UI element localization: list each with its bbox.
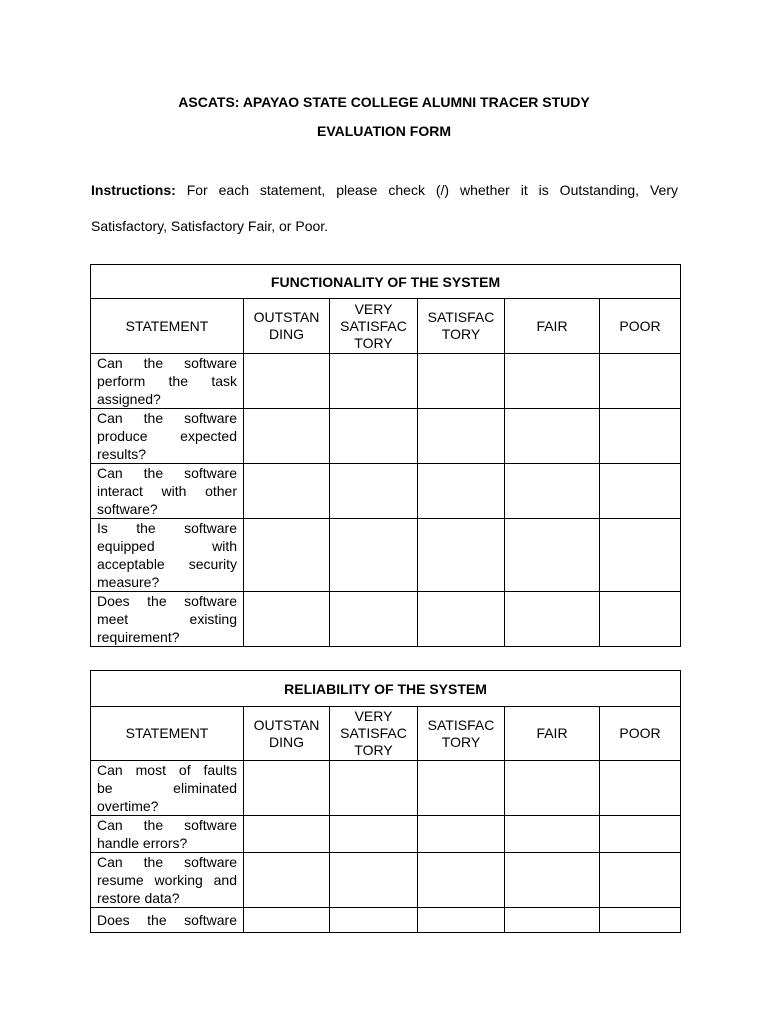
rating-fair-checkbox[interactable] xyxy=(505,853,600,908)
rating-satisfactory-checkbox[interactable] xyxy=(418,761,505,816)
col-outstanding: OUTSTAN DING xyxy=(244,299,330,354)
rating-satisfactory-checkbox[interactable] xyxy=(418,464,505,519)
rating-fair-checkbox[interactable] xyxy=(505,816,600,853)
document-subtitle: EVALUATION FORM xyxy=(316,123,452,139)
table-row xyxy=(91,409,681,464)
instructions-text-1: For each statement, please check (/) whether it is Outstanding, Very xyxy=(186,182,678,198)
rating-very-satisfactory-checkbox[interactable] xyxy=(330,354,418,409)
rating-outstanding-checkbox[interactable] xyxy=(244,354,330,409)
reliability-header-row xyxy=(91,707,681,761)
rating-outstanding-checkbox[interactable] xyxy=(244,816,330,853)
col-statement: STATEMENT xyxy=(91,707,244,761)
table-row xyxy=(91,761,681,816)
table-row xyxy=(91,519,681,592)
rating-outstanding-checkbox[interactable] xyxy=(244,853,330,908)
rating-satisfactory-checkbox[interactable] xyxy=(418,592,505,647)
rating-fair-checkbox[interactable] xyxy=(505,908,600,933)
rating-outstanding-checkbox[interactable] xyxy=(244,464,330,519)
rating-very-satisfactory-checkbox[interactable] xyxy=(330,592,418,647)
col-satisfactory: SATISFAC TORY xyxy=(418,299,505,354)
col-satisfactory: SATISFAC TORY xyxy=(418,707,505,761)
table-row xyxy=(91,853,681,908)
instructions-line-1 xyxy=(91,182,678,198)
table-row xyxy=(91,592,681,647)
functionality-section-title: FUNCTIONALITY OF THE SYSTEM xyxy=(91,265,681,299)
reliability-section-title: RELIABILITY OF THE SYSTEM xyxy=(91,671,681,707)
col-fair: FAIR xyxy=(505,707,600,761)
col-outstanding: OUTSTAN DING xyxy=(244,707,330,761)
statement-cell: Does the software xyxy=(91,908,244,933)
col-very-satisfactory: VERY SATISFAC TORY xyxy=(330,299,418,354)
document-title: ASCATS: APAYAO STATE COLLEGE ALUMNI TRACER STUDY xyxy=(178,94,590,110)
rating-poor-checkbox[interactable] xyxy=(600,464,681,519)
rating-poor-checkbox[interactable] xyxy=(600,908,681,933)
rating-satisfactory-checkbox[interactable] xyxy=(418,853,505,908)
statement-cell: Does the software meet existing requirement? xyxy=(91,592,244,647)
functionality-table xyxy=(90,264,681,647)
rating-fair-checkbox[interactable] xyxy=(505,354,600,409)
rating-very-satisfactory-checkbox[interactable] xyxy=(330,409,418,464)
rating-satisfactory-checkbox[interactable] xyxy=(418,816,505,853)
rating-satisfactory-checkbox[interactable] xyxy=(418,409,505,464)
functionality-header-row xyxy=(91,299,681,354)
col-fair: FAIR xyxy=(505,299,600,354)
rating-poor-checkbox[interactable] xyxy=(600,853,681,908)
instructions-line-2: Satisfactory, Satisfactory Fair, or Poor. xyxy=(91,218,329,234)
rating-fair-checkbox[interactable] xyxy=(505,409,600,464)
col-poor: POOR xyxy=(600,707,681,761)
rating-very-satisfactory-checkbox[interactable] xyxy=(330,761,418,816)
rating-fair-checkbox[interactable] xyxy=(505,592,600,647)
table-row xyxy=(91,354,681,409)
table-row xyxy=(91,908,681,933)
statement-cell: Can the software handle errors? xyxy=(91,816,244,853)
rating-fair-checkbox[interactable] xyxy=(505,761,600,816)
rating-poor-checkbox[interactable] xyxy=(600,519,681,592)
rating-outstanding-checkbox[interactable] xyxy=(244,761,330,816)
rating-satisfactory-checkbox[interactable] xyxy=(418,908,505,933)
instructions-label: Instructions: xyxy=(91,182,176,198)
rating-fair-checkbox[interactable] xyxy=(505,464,600,519)
rating-satisfactory-checkbox[interactable] xyxy=(418,354,505,409)
rating-very-satisfactory-checkbox[interactable] xyxy=(330,816,418,853)
col-very-satisfactory: VERY SATISFAC TORY xyxy=(330,707,418,761)
statement-cell: Can the software resume working and restore data? xyxy=(91,853,244,908)
table-row xyxy=(91,816,681,853)
rating-outstanding-checkbox[interactable] xyxy=(244,908,330,933)
rating-poor-checkbox[interactable] xyxy=(600,409,681,464)
col-poor: POOR xyxy=(600,299,681,354)
table-row xyxy=(91,464,681,519)
rating-fair-checkbox[interactable] xyxy=(505,519,600,592)
rating-very-satisfactory-checkbox[interactable] xyxy=(330,464,418,519)
rating-poor-checkbox[interactable] xyxy=(600,354,681,409)
rating-poor-checkbox[interactable] xyxy=(600,592,681,647)
rating-outstanding-checkbox[interactable] xyxy=(244,409,330,464)
rating-very-satisfactory-checkbox[interactable] xyxy=(330,908,418,933)
statement-cell: Can the software interact with other software? xyxy=(91,464,244,519)
reliability-table xyxy=(90,670,681,933)
statement-cell: Can most of faults be eliminated overtime? xyxy=(91,761,244,816)
col-statement: STATEMENT xyxy=(91,299,244,354)
rating-satisfactory-checkbox[interactable] xyxy=(418,519,505,592)
rating-very-satisfactory-checkbox[interactable] xyxy=(330,519,418,592)
rating-outstanding-checkbox[interactable] xyxy=(244,519,330,592)
rating-outstanding-checkbox[interactable] xyxy=(244,592,330,647)
statement-cell: Is the software equipped with acceptable security measure? xyxy=(91,519,244,592)
rating-poor-checkbox[interactable] xyxy=(600,761,681,816)
statement-cell: Can the software perform the task assigned? xyxy=(91,354,244,409)
rating-very-satisfactory-checkbox[interactable] xyxy=(330,853,418,908)
rating-poor-checkbox[interactable] xyxy=(600,816,681,853)
statement-cell: Can the software produce expected results? xyxy=(91,409,244,464)
